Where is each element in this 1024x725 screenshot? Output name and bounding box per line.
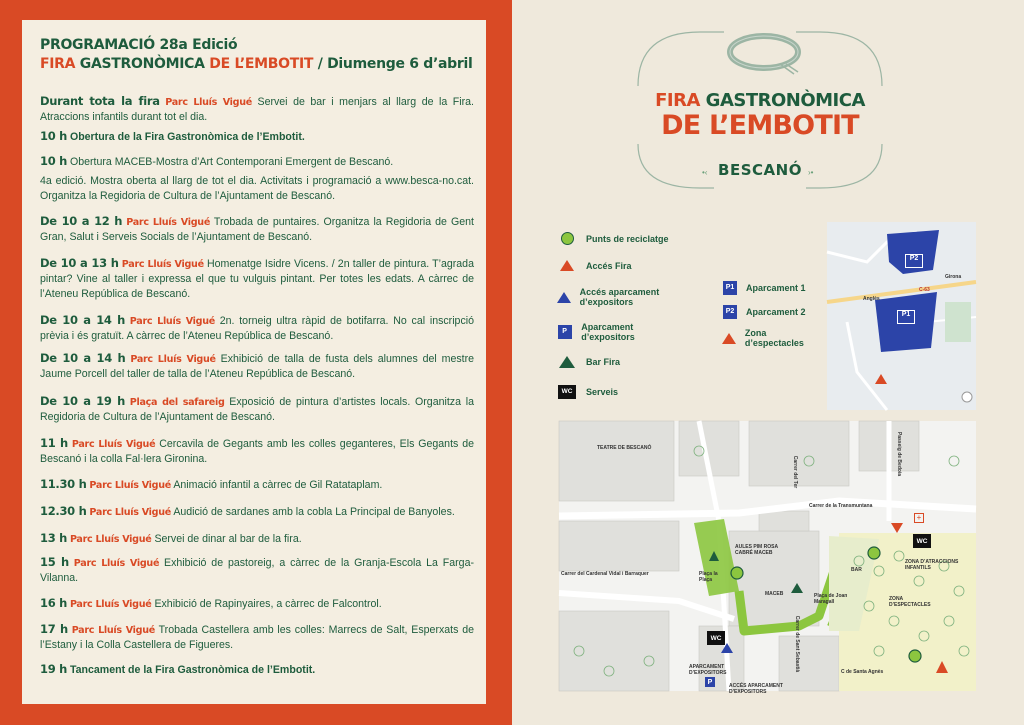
program-card — [22, 20, 486, 704]
label-carrer-transmuntana: Carrer de la Transmuntana — [809, 503, 873, 509]
event-text: 4a edició. Mostra oberta al llarg de tot el dia. Activitats i programació a www.besca-no.cat. Organitza la Regidoria de Cultura de l’Ajuntament de Bescanó. — [40, 175, 474, 202]
label-bar: BAR — [851, 567, 862, 573]
event-item — [40, 174, 474, 204]
logo-fira: FIRA — [655, 90, 700, 111]
event-item — [40, 256, 474, 302]
event-item — [40, 129, 474, 145]
event-text: Trobada Castellera amb les colles: Marrecs de Salt, Esperxats de l’Estany i la Colla Castellera de Figueres. — [40, 624, 474, 651]
legend-services: WC Serveis — [556, 385, 618, 399]
legend-exhibitor-parking-access: Accés aparcament d’expositors — [556, 287, 676, 307]
event-time: De 10 a 19 h — [40, 394, 125, 408]
event-text: Exhibició de pastoreig, a càrrec de la Granja-Escola La Farga-Vilanna. — [40, 557, 474, 584]
event-time: De 10 a 12 h — [40, 214, 123, 228]
legend-fair-bar: Bar Fira — [556, 356, 620, 368]
event-item — [40, 154, 474, 170]
recycling-point-icon — [561, 232, 574, 245]
event-item — [40, 394, 474, 425]
subtitle-fira: FIRA — [40, 56, 76, 72]
label-maceb: MACEB — [765, 591, 784, 597]
event-time: Durant tota la fira — [40, 94, 160, 108]
label-aparcament: APARCAMENT D’EXPOSITORS — [689, 664, 727, 676]
event-text: Exhibició de Rapinyaires, a càrrec de Falcontrol. — [154, 598, 382, 610]
event-place: Parc Lluís Vigué — [89, 480, 171, 491]
event-place: Parc Lluís Vigué — [89, 507, 171, 518]
label-aules: AULES PIM ROSA CABRÉ MACEB — [735, 544, 778, 556]
label-sant-sebastia: Carrer de Sant Sebastià — [794, 615, 801, 673]
parking2-icon: P2 — [723, 305, 737, 319]
event-item — [40, 313, 474, 344]
parking-map[interactable] — [827, 222, 976, 410]
event-item — [40, 531, 474, 547]
event-text: Homenatge Isidre Vicens. / 2n taller de pintura. T’agrada pintar? Vine al taller i expressa el que tu vulguis pintant. Per totes les edats. A càrrec de l’Ateneu República de Bescanó. — [40, 258, 474, 300]
leaf-ornament-right: ›• — [808, 168, 814, 177]
legend-fair-access: Accés Fira — [556, 260, 632, 271]
first-aid-icon: + — [914, 513, 924, 523]
sausage-ring-icon — [724, 30, 804, 78]
event-item — [40, 555, 474, 586]
legend-exhibitor-parking: P Aparcament d’expositors — [556, 322, 666, 342]
event-text: Servei de dinar al bar de la fira. — [154, 533, 302, 545]
wc-icon: WC — [558, 385, 576, 399]
label-zona-espectacles: ZONA D’ESPECTACLES — [889, 596, 931, 608]
event-text: Trobada de puntaires. Organitza la Regidoria de Gent Gran, Salut i Serveis Socials de l’Ajuntament de Bescanó. — [40, 216, 474, 243]
event-time: 17 h — [40, 622, 68, 636]
event-text: Servei de bar i menjars al llarg de la Fira. Atraccions infantils durant tot el dia. — [40, 96, 474, 123]
logo-gastronomica: GASTRONÒMICA — [705, 90, 865, 111]
event-time: 19 h — [40, 662, 67, 676]
event-place: Parc Lluís Vigué — [71, 625, 155, 636]
event-time: 10 h — [40, 129, 67, 143]
event-time: 15 h — [40, 555, 69, 569]
event-time: 13 h — [40, 531, 67, 545]
event-time: De 10 a 14 h — [40, 313, 126, 327]
event-text: Animació infantil a càrrec de Gil Ratataplam. — [173, 479, 383, 491]
event-place: Parc Lluís Vigué — [69, 599, 152, 610]
event-item — [40, 94, 474, 125]
event-place: Parc Lluís Vigué — [165, 97, 252, 108]
label-placa-joan: Plaça de Joan Maragall — [814, 593, 848, 605]
event-place: Parc Lluís Vigué — [129, 316, 215, 327]
parking-marker: P — [705, 677, 715, 687]
program-title: PROGRAMACIÓ 28a Edició — [40, 37, 238, 53]
event-item — [40, 477, 474, 493]
event-time: De 10 a 13 h — [40, 256, 119, 270]
parking-icon: P — [558, 325, 572, 339]
fair-map-canvas — [559, 421, 976, 691]
leaf-ornament-left: •‹ — [702, 168, 708, 177]
event-text: Audició de sardanes amb la cobla La Principal de Banyoles. — [173, 506, 455, 518]
event-item — [40, 504, 474, 520]
logo-title-line1 — [630, 90, 890, 111]
event-text: Obertura MACEB-Mostra d’Art Contemporani Emergent de Bescanó. — [69, 156, 394, 168]
label-passeig: Passeig de Bedoia — [896, 431, 903, 477]
label-carrer-cardenal: Carrer del Cardenal Vidal i Barraquer — [561, 571, 649, 577]
legend-shows-zone: Zona d’espectacles — [722, 328, 822, 348]
event-text: Exhibició de talla de fusta dels alumnes del mestre Jaume Porcell del taller de talla de l’Ateneu República de Bescanó. — [40, 353, 475, 380]
label-placa-placa: Plaça la Plaça — [699, 571, 718, 583]
event-text: 2n. torneig ultra ràpid de botifarra. No cal inscripció prèvia i és gratuït. A càrrec de l’Ateneu República de Bescanó. — [40, 315, 474, 342]
event-time: 12.30 h — [40, 504, 87, 518]
event-time: 11 h — [40, 436, 68, 450]
subtitle-embotit: DE L’EMBOTIT — [209, 56, 314, 72]
event-time: 16 h — [40, 596, 67, 610]
fair-access-icon — [560, 260, 574, 271]
label-carrer-ter: Carrer del Ter — [792, 455, 799, 489]
legend-parking2: P2 Aparcament 2 — [722, 305, 806, 319]
event-item — [40, 351, 474, 382]
event-item — [40, 436, 474, 467]
event-text: Exposició de pintura d’artistes locals. Organitza la Regidoria de Cultura de l’Ajuntament de Bescanó. — [40, 396, 474, 423]
event-text: Cercavila de Gegants amb les colles geganteres, Els Gegants de Bescanó i la colla Fal·lera Gironina. — [40, 438, 474, 465]
event-text: Obertura de la Fira Gastronòmica de l’Embotit. — [69, 131, 305, 143]
p2-marker: P2 — [905, 254, 923, 268]
parking1-icon: P1 — [723, 281, 737, 295]
legend-recycling: Punts de reciclatge — [556, 232, 669, 245]
event-place: Parc Lluís Vigué — [71, 439, 156, 450]
label-teatre: TEATRE DE BESCANÓ — [597, 445, 652, 451]
event-item — [40, 214, 474, 245]
event-place: Plaça del safareig — [129, 397, 225, 408]
wc-marker: WC — [913, 534, 931, 548]
shows-zone-icon — [722, 333, 736, 344]
logo-title-line2: DE L’EMBOTIT — [661, 110, 859, 141]
event-place: Parc Lluís Vigué — [130, 354, 216, 365]
subtitle-gastronomica: GASTRONÒMICA — [79, 56, 205, 72]
exhibitor-parking-access-icon — [557, 292, 571, 303]
event-item — [40, 622, 474, 653]
fair-logo — [630, 26, 890, 196]
label-santa-agnes: C de Santa Agnès — [841, 669, 884, 675]
p1-marker: P1 — [897, 310, 915, 324]
event-place: Parc Lluís Vigué — [73, 558, 160, 569]
event-item — [40, 596, 474, 612]
event-item — [40, 662, 474, 678]
fair-subtitle — [40, 56, 472, 72]
event-place: Parc Lluís Vigué — [126, 217, 211, 228]
label-acces-exp: ACCÉS APARCAMENT D’EXPOSITORS — [729, 683, 783, 695]
wc-marker: WC — [707, 631, 725, 645]
event-time: 11.30 h — [40, 477, 87, 491]
logo-town: BESCANÓ — [718, 161, 802, 179]
label-zona-infantils: ZONA D’ATRACCIONS INFANTILS — [905, 559, 959, 571]
event-text: Tancament de la Fira Gastronòmica de l’Embotit. — [69, 664, 316, 676]
road-girona: Girona — [945, 274, 962, 280]
bar-icon — [559, 356, 575, 368]
legend-parking1: P1 Aparcament 1 — [722, 281, 806, 295]
event-place: Parc Lluís Vigué — [121, 259, 204, 270]
event-place: Parc Lluís Vigué — [69, 534, 152, 545]
subtitle-date: / Diumenge 6 d’abril — [317, 56, 473, 72]
road-code: C-63 — [919, 287, 930, 293]
fair-map[interactable] — [559, 421, 976, 695]
road-angles: Anglès — [863, 296, 880, 302]
event-time: De 10 a 14 h — [40, 351, 126, 365]
event-time: 10 h — [40, 154, 67, 168]
